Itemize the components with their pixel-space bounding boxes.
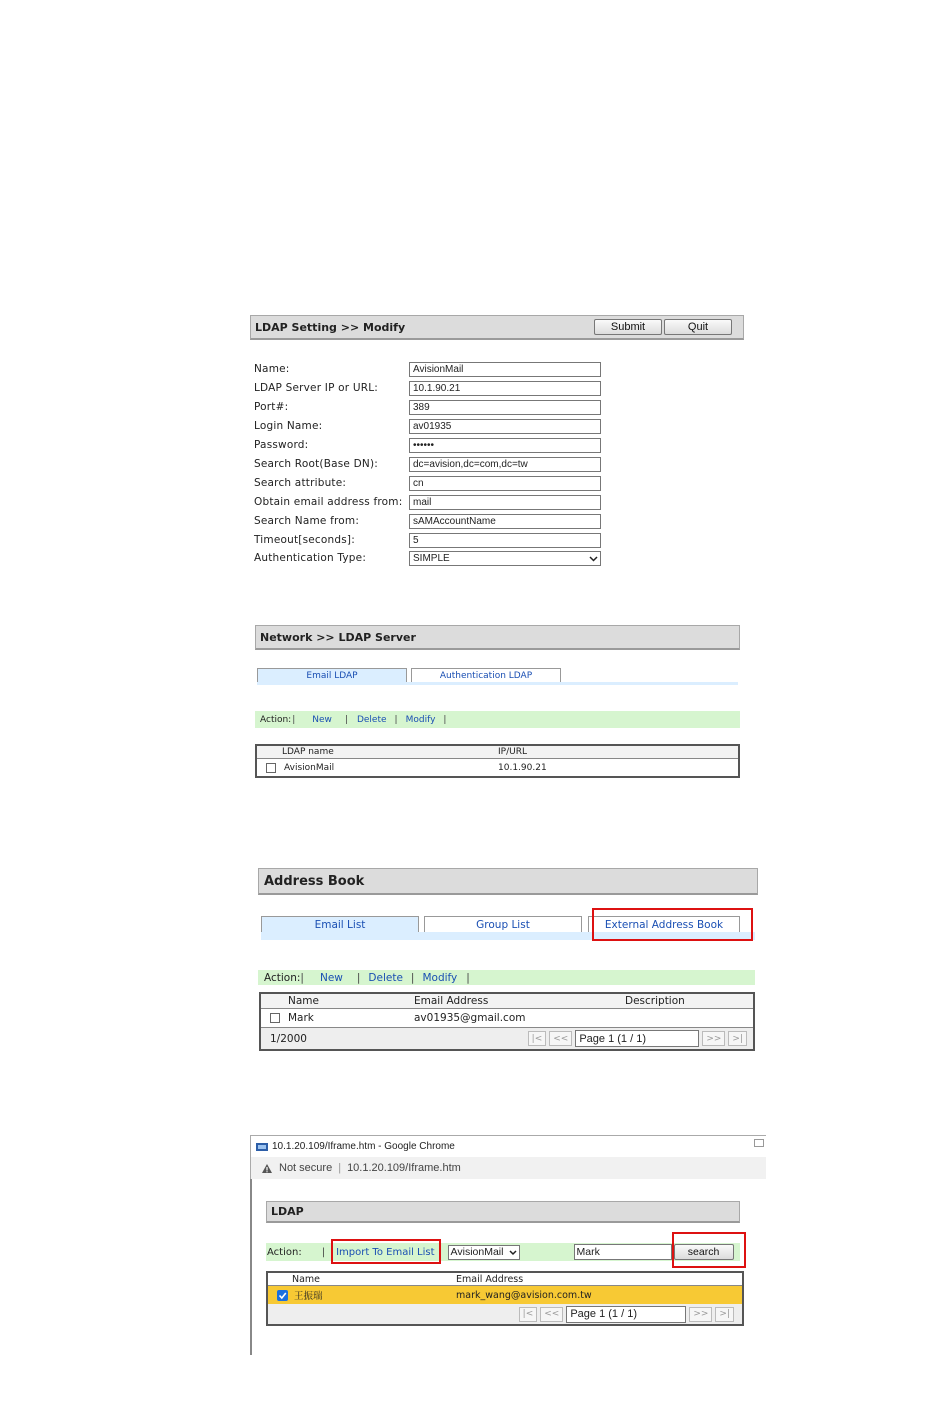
- row-ip-url: 10.1.90.21: [498, 762, 547, 773]
- table-header: [268, 1273, 742, 1286]
- field-row-timeout: [254, 532, 614, 548]
- submit-button[interactable]: Submit: [594, 319, 662, 335]
- field-row-search-attribute: [254, 475, 614, 491]
- column-description: Description: [625, 995, 685, 1007]
- table-footer: [261, 1028, 753, 1049]
- chevron-down-icon: [509, 1247, 517, 1257]
- search-root-input[interactable]: dc=avision,dc=com,dc=tw: [409, 457, 601, 472]
- tab-underline: [257, 682, 738, 685]
- server-ip-input[interactable]: 10.1.90.21: [409, 381, 601, 396]
- ldap-server-select[interactable]: [448, 1245, 520, 1260]
- delete-link[interactable]: Delete: [356, 714, 387, 725]
- column-name: Name: [292, 1273, 321, 1285]
- search-attribute-input[interactable]: cn: [409, 476, 601, 491]
- field-row-auth-type: [254, 550, 614, 566]
- action-label: Action:: [260, 714, 292, 725]
- field-row-server: [254, 380, 614, 396]
- field-label: LDAP Server IP or URL:: [254, 382, 378, 394]
- page-indicator[interactable]: Page 1 (1 / 1): [566, 1306, 686, 1323]
- ldap-server-action-bar: Action: | New | Delete | Modify |: [255, 711, 740, 728]
- address-bar[interactable]: Not secure | 10.1.20.109/Iframe.htm: [250, 1157, 766, 1179]
- address-book-panel: [258, 868, 758, 1053]
- check-icon: [278, 1291, 287, 1300]
- highlight-external-address-book: [592, 908, 753, 941]
- row-checkbox[interactable]: [266, 763, 276, 773]
- address-book-titlebar: [258, 868, 758, 895]
- field-row-search-root: [254, 456, 614, 472]
- field-label: Login Name:: [254, 420, 323, 432]
- page-indicator[interactable]: Page 1 (1 / 1): [575, 1030, 699, 1047]
- last-page-button[interactable]: >|: [715, 1307, 734, 1322]
- column-ldap-name: LDAP name: [282, 747, 334, 757]
- field-label: Search Root(Base DN):: [254, 458, 378, 470]
- address-book-action-bar: Action: | New | Delete | Modify |: [258, 970, 755, 985]
- first-page-button[interactable]: |<: [528, 1031, 547, 1046]
- field-label: Obtain email address from:: [254, 496, 403, 508]
- next-page-button[interactable]: >>: [689, 1307, 712, 1322]
- search-button[interactable]: search: [674, 1244, 734, 1260]
- row-email: av01935@gmail.com: [414, 1012, 526, 1024]
- search-name-input[interactable]: sAMAccountName: [409, 514, 601, 529]
- field-row-port: [254, 399, 614, 415]
- row-checkbox-checked[interactable]: [277, 1290, 288, 1301]
- app-icon: [256, 1142, 268, 1152]
- action-label: Action:: [267, 1246, 302, 1258]
- row-name: Mark: [288, 1012, 314, 1024]
- field-row-login: [254, 418, 614, 434]
- row-ldap-name: AvisionMail: [284, 762, 335, 773]
- field-row-name: [254, 361, 614, 377]
- pager: [519, 1306, 734, 1323]
- new-link[interactable]: New: [319, 971, 343, 984]
- email-from-input[interactable]: mail: [409, 495, 601, 510]
- not-secure-label: Not secure: [279, 1162, 333, 1174]
- field-label: Search Name from:: [254, 515, 360, 527]
- popup-content: [250, 1179, 766, 1355]
- auth-type-select[interactable]: [409, 551, 601, 566]
- chevron-down-icon: [589, 552, 598, 565]
- last-page-button[interactable]: >|: [728, 1031, 747, 1046]
- pager: [528, 1030, 747, 1047]
- modify-link[interactable]: Modify: [405, 714, 436, 725]
- first-page-button[interactable]: |<: [519, 1307, 538, 1322]
- ldap-search-results-table: [266, 1271, 744, 1326]
- action-label: Action:: [264, 971, 301, 984]
- auth-type-value: SIMPLE: [413, 552, 450, 564]
- next-page-button[interactable]: >>: [702, 1031, 725, 1046]
- column-email-address: Email Address: [456, 1273, 524, 1285]
- field-row-email-from: [254, 494, 614, 510]
- address-book-title: Address Book: [264, 873, 365, 889]
- delete-link[interactable]: Delete: [368, 971, 403, 984]
- new-link[interactable]: New: [312, 714, 332, 725]
- column-name: Name: [288, 995, 319, 1007]
- tab-authentication-ldap[interactable]: Authentication LDAP: [411, 668, 561, 682]
- ldap-server-table: [255, 744, 740, 778]
- quit-button[interactable]: Quit: [664, 319, 732, 335]
- prev-page-button[interactable]: <<: [540, 1307, 563, 1322]
- field-label: Password:: [254, 439, 309, 451]
- window-titlebar: [250, 1135, 766, 1157]
- tab-email-ldap[interactable]: Email LDAP: [257, 668, 407, 682]
- url-text[interactable]: 10.1.20.109/Iframe.htm: [347, 1162, 461, 1174]
- name-input[interactable]: AvisionMail: [409, 362, 601, 377]
- prev-page-button[interactable]: <<: [549, 1031, 572, 1046]
- tab-group-list[interactable]: Group List: [424, 916, 582, 932]
- ldap-server-titlebar: [255, 625, 740, 650]
- chrome-popup-window: [250, 1135, 766, 1355]
- window-title: 10.1.20.109/Iframe.htm - Google Chrome: [272, 1141, 455, 1152]
- table-row[interactable]: [261, 1009, 753, 1028]
- field-label: Timeout[seconds]:: [254, 534, 355, 546]
- field-row-search-name: [254, 513, 614, 529]
- ldap-popup-action-bar: Action: | Import To Email List AvisionMail Mark search: [266, 1243, 740, 1261]
- password-input[interactable]: ••••••: [409, 438, 601, 453]
- row-checkbox[interactable]: [270, 1013, 280, 1023]
- column-ip-url: IP/URL: [498, 747, 527, 757]
- field-label: Name:: [254, 363, 290, 375]
- row-name: 王振瑞: [294, 1291, 323, 1302]
- table-row[interactable]: [257, 759, 738, 776]
- ldap-server-select-value: AvisionMail: [450, 1246, 504, 1258]
- highlight-search-button: [672, 1232, 746, 1268]
- record-count: 1/2000: [270, 1032, 307, 1045]
- field-label: Port#:: [254, 401, 289, 413]
- tab-email-list[interactable]: Email List: [261, 916, 419, 932]
- field-label: Authentication Type:: [254, 552, 367, 564]
- tab-external-address-book[interactable]: External Address Book: [588, 916, 740, 932]
- timeout-input[interactable]: 5: [409, 533, 601, 548]
- port-input[interactable]: 389: [409, 400, 601, 415]
- import-to-email-list-link[interactable]: Import To Email List: [336, 1246, 435, 1258]
- ldap-popup-title: LDAP: [271, 1205, 304, 1218]
- window-control-icon[interactable]: [754, 1139, 764, 1147]
- address-book-table: [259, 992, 755, 1051]
- ldap-server-panel: [255, 625, 740, 780]
- table-header: [261, 994, 753, 1009]
- modify-link[interactable]: Modify: [422, 971, 458, 984]
- ldap-setting-title: LDAP Setting >> Modify: [255, 320, 406, 334]
- field-row-password: [254, 437, 614, 453]
- column-email-address: Email Address: [414, 995, 489, 1007]
- warning-icon: [261, 1163, 273, 1174]
- field-label: Search attribute:: [254, 477, 347, 489]
- row-email: mark_wang@avision.com.tw: [456, 1289, 592, 1301]
- table-header: [257, 746, 738, 759]
- ldap-server-title: Network >> LDAP Server: [260, 630, 416, 644]
- ldap-popup-titlebar: [266, 1201, 740, 1223]
- search-input[interactable]: Mark: [574, 1244, 672, 1260]
- highlight-import-button: [331, 1239, 441, 1264]
- table-row-selected[interactable]: [268, 1286, 742, 1304]
- login-name-input[interactable]: av01935: [409, 419, 601, 434]
- table-footer: [268, 1304, 742, 1324]
- ldap-setting-panel: [250, 315, 744, 570]
